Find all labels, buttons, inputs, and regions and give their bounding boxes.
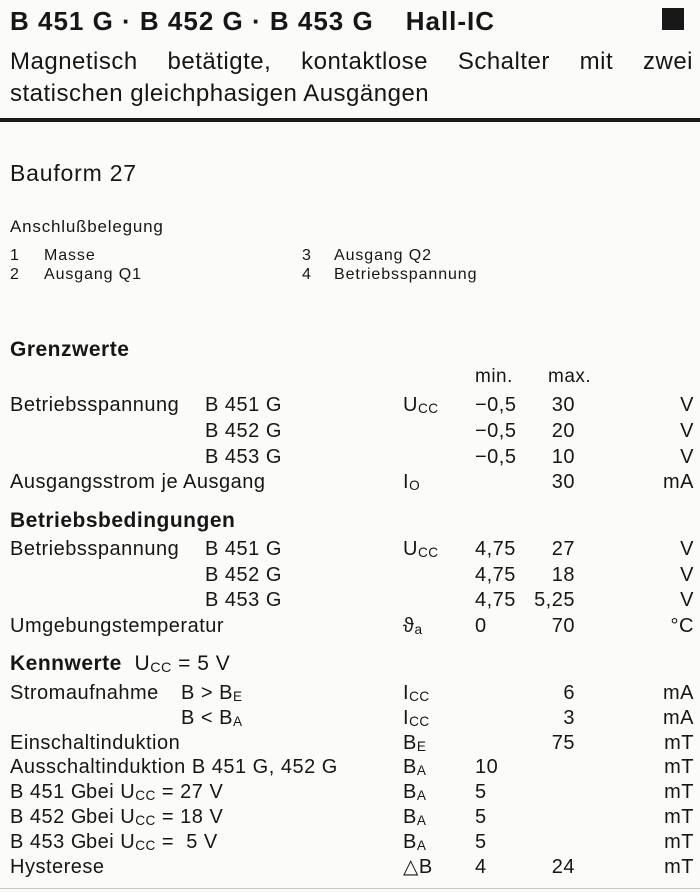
row-symbol [403, 781, 426, 807]
row-min-value: 4,75 [475, 538, 516, 560]
subscript: CC [135, 837, 156, 853]
row-min-value: −0,5 [475, 445, 517, 468]
row-variant [205, 564, 282, 586]
subscript: A [416, 837, 427, 853]
row-min-value: −0,5 [475, 394, 517, 416]
text-segment: = 5 V [171, 652, 231, 675]
row-variant [86, 831, 218, 857]
row-min-value: −0,5 [475, 419, 517, 442]
text-segment: B 452 G [205, 419, 282, 442]
text-segment: Ausschaltinduktion B 451 G, 452 G [10, 756, 338, 779]
row-max-value: 27 [551, 538, 575, 560]
table-row [0, 394, 700, 420]
text-segment: I [403, 706, 410, 729]
bottom-divider [0, 888, 700, 889]
table-row [0, 732, 700, 757]
row-variant [205, 394, 282, 416]
pin-number: 1 [10, 247, 20, 264]
text-segment: = 5 V [155, 830, 218, 853]
row-symbol [403, 538, 439, 564]
table-row [0, 589, 700, 615]
row-unit: V [680, 538, 694, 560]
subscript: CC [417, 400, 439, 416]
text-segment: I [403, 471, 410, 494]
table-row [0, 831, 700, 856]
row-unit: mT [664, 781, 694, 804]
pinout-list [10, 247, 477, 284]
text-segment: B 451 G [10, 781, 87, 804]
row-unit: mT [664, 830, 694, 853]
pin-number: 2 [10, 265, 20, 283]
text-segment: B 453 G [205, 445, 282, 468]
row-label [10, 856, 105, 878]
text-segment: △B [403, 855, 433, 878]
subscript: O [409, 478, 421, 494]
table-row [0, 756, 700, 781]
text-segment: U [121, 652, 151, 675]
row-symbol [403, 471, 420, 497]
text-segment: B 452 G [10, 805, 87, 828]
model-names: B 451 G · B 452 G · B 453 G [10, 6, 374, 36]
text-segment: B [403, 781, 417, 804]
row-min-value: 5 [475, 781, 487, 804]
row-label [10, 831, 87, 853]
subscript: a [414, 621, 423, 637]
table-row [0, 471, 700, 497]
row-max-value: 5,25 [534, 589, 575, 611]
row-unit: V [680, 589, 694, 611]
row-min-value: 4,75 [475, 563, 516, 586]
row-max-value: 30 [551, 394, 575, 416]
text-segment: bei U [86, 830, 136, 853]
row-min-value: 4 [475, 855, 487, 878]
row-max-value: 20 [551, 419, 575, 442]
text-segment: B 451 G [205, 538, 282, 560]
subscript: E [416, 738, 427, 754]
row-variant [205, 589, 282, 611]
table-row [0, 856, 700, 881]
row-max-value: 30 [551, 471, 575, 494]
pin-label: Ausgang Q1 [44, 265, 142, 283]
table-rows [0, 394, 700, 497]
subscript: A [416, 812, 427, 828]
text-segment: B < B [181, 706, 233, 729]
row-label [10, 615, 224, 637]
table-row [0, 564, 700, 590]
row-label [10, 538, 179, 560]
subscript: CC [409, 713, 430, 729]
subscript: CC [135, 788, 156, 804]
text-segment: Kennwerte [10, 652, 122, 675]
row-symbol [403, 856, 433, 878]
text-segment: = 27 V [155, 781, 224, 804]
page-title [10, 6, 495, 37]
section-heading [10, 652, 230, 676]
corner-mark-icon [662, 8, 684, 30]
row-unit: V [680, 563, 694, 586]
row-max-value: 10 [551, 445, 575, 468]
table-rows [0, 682, 700, 880]
text-segment: Ausgangsstrom je Ausgang [10, 471, 266, 494]
text-segment: B > B [181, 682, 233, 704]
row-max-value: 70 [551, 614, 575, 637]
col-header-max: max. [548, 366, 592, 387]
text-segment: Hysterese [10, 855, 105, 878]
table-row [0, 538, 700, 564]
row-label [10, 732, 180, 754]
pin-label: Masse [44, 247, 96, 264]
table-row [0, 682, 700, 707]
table-row [0, 615, 700, 641]
text-segment: Umgebungstemperatur [10, 614, 225, 637]
bauform-label: Bauform 27 [10, 160, 137, 186]
pin-label: Betriebsspannung [334, 265, 478, 283]
table-row [0, 781, 700, 806]
text-segment: B [403, 731, 417, 754]
row-variant [205, 420, 282, 442]
subscript: A [232, 713, 243, 729]
text-segment: Betriebsspannung [10, 538, 180, 560]
pinout-heading: Anschlußbelegung [10, 217, 164, 236]
row-max-value: 6 [563, 682, 575, 704]
text-segment: Grenzwerte [10, 338, 130, 361]
col-header-min: min. [475, 366, 513, 387]
pin-number: 4 [302, 265, 312, 283]
row-min-value: 0 [475, 614, 487, 637]
row-max-value: 24 [551, 855, 575, 878]
row-unit: mA [663, 682, 694, 704]
subscript: CC [135, 812, 156, 828]
row-variant [205, 538, 282, 560]
row-symbol [403, 831, 426, 857]
section-heading [10, 509, 235, 533]
subscript: A [416, 788, 427, 804]
subscript: CC [417, 544, 439, 560]
row-max-value: 75 [551, 731, 575, 754]
subtitle: Magnetisch betätigte, kontaktlose Schalter mit zwei statischen gleichphasigen Ausgängen [10, 48, 693, 107]
row-unit: mA [663, 471, 694, 494]
row-unit: °C [670, 614, 694, 637]
subscript: CC [150, 659, 172, 676]
row-symbol [403, 615, 423, 641]
pin-number: 3 [302, 247, 312, 264]
row-symbol [403, 756, 426, 782]
text-segment: I [403, 682, 410, 704]
subscript: A [416, 763, 427, 779]
row-symbol [403, 707, 430, 733]
row-variant [205, 446, 282, 468]
row-unit: V [680, 394, 694, 416]
text-segment: B [403, 756, 417, 779]
text-segment: B [403, 805, 417, 828]
subscript: E [232, 688, 243, 704]
row-label [10, 756, 338, 778]
text-segment: Stromaufnahme [10, 682, 159, 704]
pin-label: Ausgang Q2 [334, 247, 432, 264]
row-label [10, 682, 159, 704]
row-variant [181, 682, 243, 708]
row-variant [181, 707, 243, 733]
row-unit: V [680, 445, 694, 468]
table-rows [0, 538, 700, 640]
row-min-value: 5 [475, 805, 487, 828]
row-unit: mT [664, 731, 694, 754]
row-unit: mT [664, 855, 694, 878]
text-segment: ϑ [403, 614, 415, 637]
row-min-value: 10 [475, 756, 499, 779]
text-segment: bei U [86, 805, 136, 828]
row-min-value: 4,75 [475, 589, 516, 611]
row-symbol [403, 682, 430, 708]
row-symbol [403, 394, 439, 420]
row-min-value: 5 [475, 830, 487, 853]
text-segment: Betriebsspannung [10, 394, 180, 416]
text-segment: B 453 G [205, 589, 282, 611]
table-row [0, 806, 700, 831]
row-variant [86, 806, 223, 832]
row-unit: mT [664, 756, 694, 779]
text-segment: B 453 G [10, 830, 87, 853]
text-segment: B [403, 830, 417, 853]
subscript: CC [409, 688, 430, 704]
text-segment: Einschaltinduktion [10, 731, 181, 754]
row-unit: mA [663, 706, 694, 729]
text-segment: Betriebsbedingungen [10, 509, 236, 532]
row-unit: mT [664, 805, 694, 828]
text-segment: U [403, 538, 418, 560]
row-symbol [403, 806, 426, 832]
section-heading [10, 338, 129, 362]
table-row [0, 446, 700, 472]
row-label [10, 471, 266, 493]
text-segment: B 451 G [205, 394, 282, 416]
product-name: Hall-IC [405, 6, 496, 36]
row-label [10, 394, 179, 416]
text-segment: = 18 V [155, 805, 224, 828]
header-divider [0, 118, 700, 122]
row-unit: V [680, 419, 694, 442]
row-max-value: 3 [563, 706, 575, 729]
row-label [10, 781, 87, 803]
table-row [0, 420, 700, 446]
row-symbol [403, 732, 426, 758]
row-max-value: 18 [551, 563, 575, 586]
text-segment: B 452 G [205, 563, 282, 586]
row-variant [86, 781, 223, 807]
text-segment: U [403, 394, 418, 416]
row-label [10, 806, 87, 828]
table-row [0, 707, 700, 732]
text-segment: bei U [86, 781, 136, 804]
